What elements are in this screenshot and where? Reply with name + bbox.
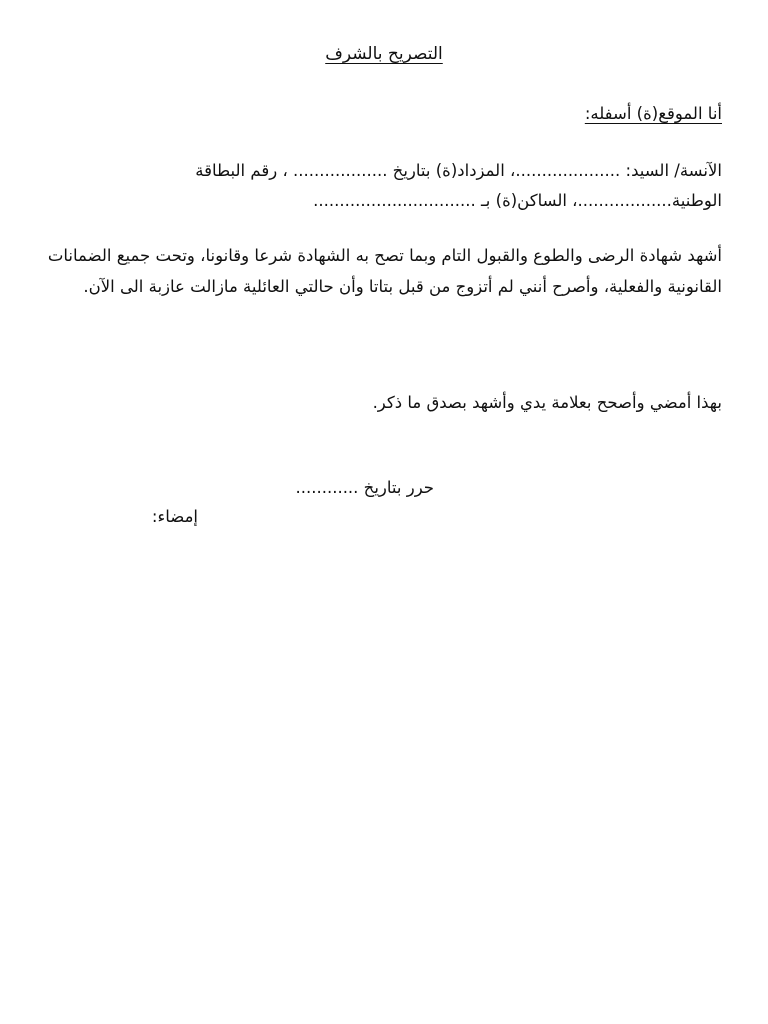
signature-label: إمضاء: xyxy=(151,507,198,526)
closing-statement: بهذا أمضي وأصحح بعلامة يدي وأشهد بصدق ما ذكر. xyxy=(372,393,722,412)
intro-line: أنا الموقع(ة) أسفله: xyxy=(584,104,722,123)
document-title: التصريح بالشرف xyxy=(325,44,443,64)
date-line: حرر بتاريخ ............ xyxy=(295,478,434,497)
declaration-paragraph: أشهد شهادة الرضى والطوع والقبول التام وبما تصح به الشهادة شرعا وقانونا، وتحت جميع الضمانات القانونية والفعلية، وأصرح أنني لم أتزوج من قبل بتاتا وأن حالتي العائلية مازالت عازبة الى الآن. xyxy=(47,246,722,296)
identity-block xyxy=(42,156,722,216)
identity-line-1: الآنسة/ السيد: ....................، المزداد(ة) بتاريخ .................. ، رقم البطاقة xyxy=(195,161,722,180)
identity-line-2: الوطنية..................، الساكن(ة) بـ ............................... xyxy=(313,191,722,210)
